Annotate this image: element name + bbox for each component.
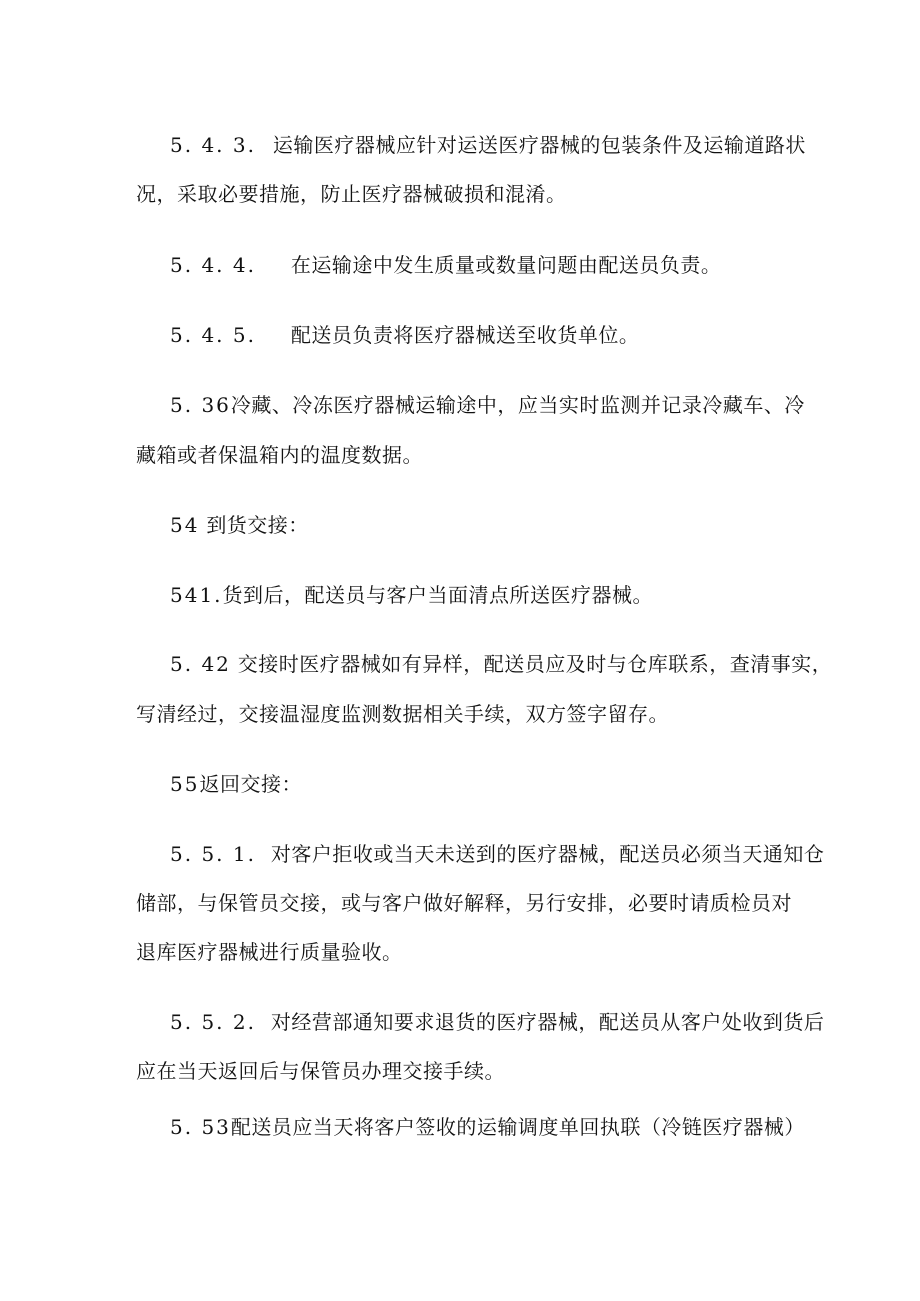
para-number: 55 [170, 772, 200, 796]
para-5-5-1-line3: 退库医疗器械进行质量验收。 [136, 940, 403, 964]
para-541 [170, 581, 653, 609]
para-5-42-line2: 写清经过，交接温湿度监测数据相关手续，双方签字留存。 [136, 702, 669, 726]
para-5-4-3-line1 [170, 131, 806, 159]
para-number: 5. 53 [170, 1115, 231, 1139]
para-text: 运输医疗器械应针对运送医疗器械的包装条件及运输道路状 [272, 133, 806, 157]
para-text: 货到后，配送员与客户当面清点所送医疗器械。 [222, 583, 654, 607]
para-5-4-3-line2: 况，采取必要措施，防止医疗器械破损和混淆。 [136, 182, 567, 206]
para-number: 5. 42 [170, 652, 231, 676]
para-text: 在运输途中发生质量或数量问题由配送员负责。 [290, 253, 722, 277]
para-5-42-line1 [170, 650, 832, 678]
para-text: 对客户拒收或当天未送到的医疗器械，配送员必须当天通知仓 [270, 842, 825, 866]
para-number: 5. 4. 3. [170, 133, 256, 157]
para-text: 对经营部通知要求退货的医疗器械，配送员从客户处收到货后 [270, 1010, 825, 1034]
para-5-36-line1 [170, 391, 805, 419]
para-text: 配送员负责将医疗器械送至收货单位。 [290, 323, 640, 347]
para-5-4-4 [170, 251, 721, 279]
para-text: 交接时医疗器械如有异样，配送员应及时与仓库联系，查清事实， [237, 652, 833, 676]
para-5-4-5 [170, 321, 639, 349]
para-text: 返回交接： [199, 772, 302, 796]
para-5-36-line2: 藏箱或者保温箱内的温度数据。 [136, 443, 423, 467]
heading-55 [170, 770, 302, 798]
para-number: 5. 36 [170, 393, 231, 417]
para-5-5-1-line1 [170, 840, 824, 868]
para-text: 冷藏、冷冻医疗器械运输途中，应当实时监测并记录冷藏车、冷 [230, 393, 805, 417]
para-5-5-2-line1 [170, 1008, 824, 1036]
para-number: 5. 4. 4. [170, 253, 256, 277]
para-5-5-2-line2: 应在当天返回后与保管员办理交接手续。 [136, 1059, 505, 1083]
para-5-53 [170, 1113, 805, 1141]
para-number: 5. 4. 5. [170, 323, 256, 347]
para-number: 5. 5. 1. [170, 842, 256, 866]
para-number: 541. [170, 583, 223, 607]
heading-54 [170, 511, 309, 539]
para-number: 54 [170, 513, 200, 537]
para-text: 到货交接： [206, 513, 309, 537]
para-text: 配送员应当天将客户签收的运输调度单回执联（冷链医疗器械） [230, 1115, 805, 1139]
para-number: 5. 5. 2. [170, 1010, 256, 1034]
para-5-5-1-line2: 储部，与保管员交接，或与客户做好解释，另行安排，必要时请质检员对 [136, 891, 792, 915]
